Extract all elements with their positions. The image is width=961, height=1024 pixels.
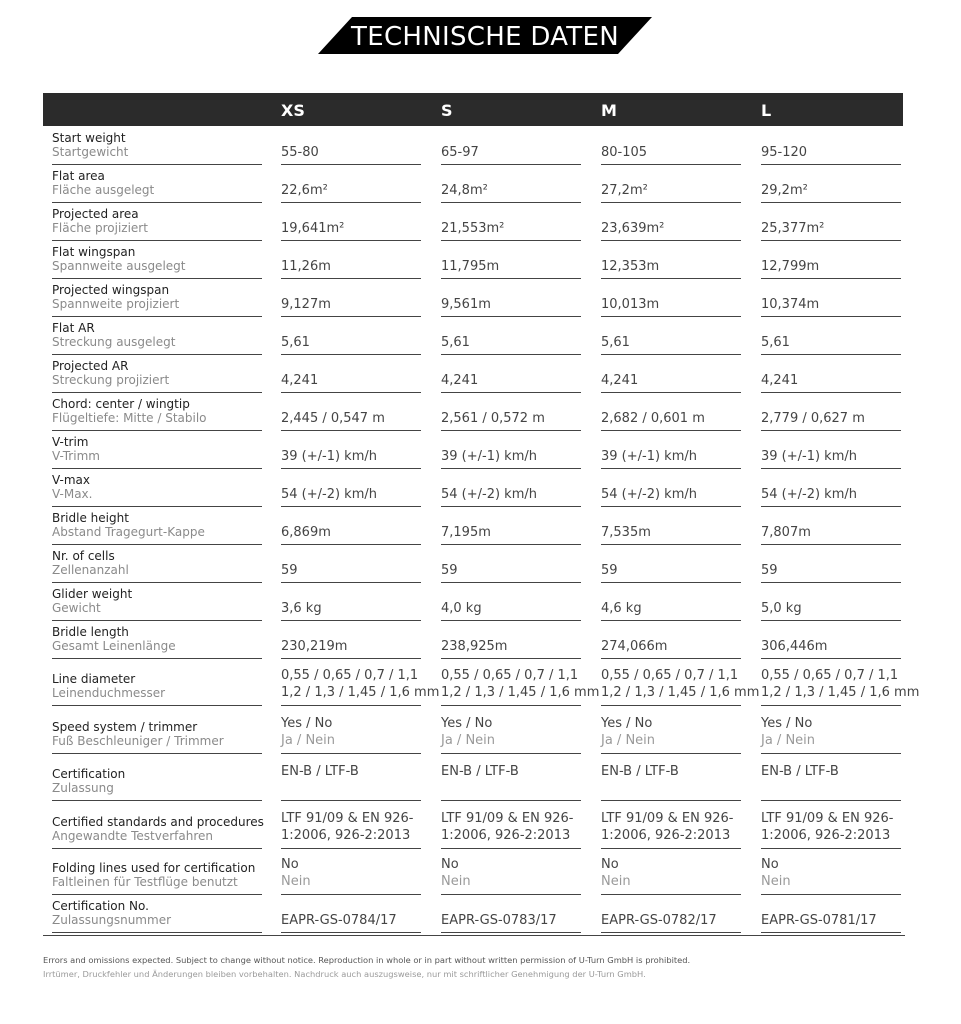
cell-m [601, 282, 741, 317]
cell-value-line1: LTF 91/09 & EN 926- [281, 811, 414, 826]
cell-s [441, 708, 581, 754]
cell-xs [281, 396, 421, 431]
row-label-en: Glider weight [52, 587, 133, 601]
cell-value: 19,641m² [281, 221, 345, 236]
cell-xs [281, 130, 421, 165]
row-label-de: Angewandte Testverfahren [52, 829, 213, 843]
cell-value-line2: 1,2 / 1,3 / 1,45 / 1,6 mm [281, 685, 440, 700]
cell-xs [281, 624, 421, 659]
cell-value: EAPR-GS-0782/17 [601, 913, 717, 928]
cell-value: 39 (+/-1) km/h [281, 449, 377, 464]
cell-s [441, 206, 581, 241]
cell-xs [281, 708, 421, 754]
cell-s [441, 282, 581, 317]
cell-l [761, 244, 901, 279]
cell-m [601, 662, 760, 706]
cell-xs [281, 548, 421, 583]
cell-value: EAPR-GS-0783/17 [441, 913, 557, 928]
cell-s [441, 624, 581, 659]
cell-value: 54 (+/-2) km/h [601, 487, 697, 502]
row-label-en: Certification [52, 767, 126, 781]
cell-m [601, 130, 741, 165]
cell-m [601, 358, 741, 393]
cell-l [761, 510, 901, 545]
cell-value: 10,374m [761, 297, 820, 312]
cell-m [601, 548, 741, 583]
row-label [52, 320, 262, 355]
cell-value-line1: No [281, 857, 299, 872]
table-row [43, 168, 903, 203]
row-label [52, 510, 262, 545]
row-label-de: Fläche projiziert [52, 221, 148, 235]
cell-value: 7,195m [441, 525, 491, 540]
row-label [52, 358, 262, 393]
cell-m [601, 850, 741, 895]
size-header [43, 93, 903, 126]
cell-value: 5,0 kg [761, 601, 802, 616]
cell-value-line1: 0,55 / 0,65 / 0,7 / 1,1 [441, 668, 579, 683]
cell-value-line1: LTF 91/09 & EN 926- [761, 811, 894, 826]
cell-xs [281, 358, 421, 393]
cell-xs [281, 282, 421, 317]
row-label-de: Gewicht [52, 601, 101, 615]
table-row [43, 130, 903, 165]
cell-value: 59 [761, 563, 778, 578]
cell-value: 4,241 [601, 373, 639, 388]
row-label [52, 434, 262, 469]
cell-value-line1: No [761, 857, 779, 872]
table-row [43, 850, 903, 895]
cell-m [601, 206, 741, 241]
row-label [52, 472, 262, 507]
table-row [43, 472, 903, 507]
cell-l [761, 662, 920, 706]
row-label [52, 548, 262, 583]
cell-value: 4,241 [441, 373, 479, 388]
cell-l [761, 358, 901, 393]
row-label [52, 244, 262, 279]
table-row [43, 358, 903, 393]
row-label-de: Spannweite ausgelegt [52, 259, 186, 273]
cell-m [601, 624, 741, 659]
cell-m [601, 803, 741, 849]
cell-value-line1: Yes / No [441, 716, 493, 731]
cell-value: 24,8m² [441, 183, 488, 198]
row-label [52, 168, 262, 203]
table-row [43, 206, 903, 241]
table-row [43, 244, 903, 279]
cell-l [761, 897, 901, 933]
cell-value: 12,353m [601, 259, 660, 274]
table-row [43, 662, 920, 706]
cell-value-line2: 1:2006, 926-2:2013 [281, 828, 411, 843]
cell-s [441, 320, 581, 355]
cell-value: EAPR-GS-0784/17 [281, 913, 397, 928]
size-header-xs: XS [281, 101, 305, 120]
row-label-en: Flat wingspan [52, 245, 136, 259]
cell-value: 2,779 / 0,627 m [761, 411, 865, 426]
row-label-de: Leinenduchmesser [52, 686, 166, 700]
cell-value-line1: LTF 91/09 & EN 926- [441, 811, 574, 826]
row-label-de: Abstand Tragegurt-Kappe [52, 525, 205, 539]
cell-value: 65-97 [441, 145, 479, 160]
footer-disclaimer-de: Irrtümer, Druckfehler und Änderungen bleiben vorbehalten. Nachdruck auch auszugsweise, nur mit schriftlicher Genehmigung der U-Turn GmbH. [43, 969, 646, 979]
cell-value-line1: Yes / No [761, 716, 813, 731]
cell-value: 22,6m² [281, 183, 328, 198]
cell-s [441, 130, 581, 165]
cell-value-line1: No [601, 857, 619, 872]
cell-xs [281, 510, 421, 545]
cell-value-line1: 0,55 / 0,65 / 0,7 / 1,1 [281, 668, 419, 683]
cell-value: 11,795m [441, 259, 500, 274]
row-label [52, 206, 262, 241]
cell-value-line1: Yes / No [601, 716, 653, 731]
cell-xs [281, 662, 440, 706]
row-label [52, 803, 262, 849]
size-header-m: M [601, 101, 617, 120]
cell-value: 59 [441, 563, 458, 578]
row-label-en: Flat area [52, 169, 105, 183]
table-row [43, 396, 903, 431]
row-label [52, 586, 262, 621]
row-label-en: Chord: center / wingtip [52, 397, 190, 411]
cell-value-line1: Yes / No [281, 716, 333, 731]
cell-s [441, 358, 581, 393]
row-label-en: Line diameter [52, 672, 136, 686]
cell-value-line2: Ja / Nein [441, 733, 496, 748]
cell-value-line2: 1:2006, 926-2:2013 [761, 828, 891, 843]
cell-value: 80-105 [601, 145, 648, 160]
cell-l [761, 396, 901, 431]
cell-value: 54 (+/-2) km/h [761, 487, 857, 502]
row-label-de: Streckung projiziert [52, 373, 170, 387]
cell-m [601, 244, 741, 279]
cell-value-line1: 0,55 / 0,65 / 0,7 / 1,1 [601, 668, 739, 683]
cell-value: 4,6 kg [601, 601, 642, 616]
cell-value: 39 (+/-1) km/h [761, 449, 857, 464]
cell-value-line2: 1:2006, 926-2:2013 [601, 828, 731, 843]
row-label-en: Bridle length [52, 625, 129, 639]
row-label-de: Streckung ausgelegt [52, 335, 176, 349]
row-label-en: Folding lines used for certification [52, 861, 256, 875]
cell-xs [281, 472, 421, 507]
cell-s [441, 586, 581, 621]
cell-value: 2,445 / 0,547 m [281, 411, 385, 426]
row-label [52, 662, 262, 706]
cell-value: 11,26m [281, 259, 331, 274]
cell-value: EN-B / LTF-B [601, 764, 679, 779]
row-label-en: Projected AR [52, 359, 129, 373]
cell-value-line2: 1,2 / 1,3 / 1,45 / 1,6 mm [441, 685, 600, 700]
cell-value: EN-B / LTF-B [281, 764, 359, 779]
cell-value-line2: Nein [601, 874, 631, 889]
row-label-en: Speed system / trimmer [52, 720, 198, 734]
row-label-en: Start weight [52, 131, 126, 145]
table-row [43, 803, 903, 849]
row-label-de: Zulassungsnummer [52, 913, 172, 927]
row-label-en: Nr. of cells [52, 549, 115, 563]
cell-value-line2: 1,2 / 1,3 / 1,45 / 1,6 mm [601, 685, 760, 700]
row-label-de: Fuß Beschleuniger / Trimmer [52, 734, 224, 748]
cell-value-line1: No [441, 857, 459, 872]
cell-value: 5,61 [441, 335, 470, 350]
cell-value: 5,61 [761, 335, 790, 350]
footer-disclaimer-en: Errors and omissions expected. Subject to change without notice. Reproduction in whole or in part without written permission of U-Turn GmbH is prohibited. [43, 955, 691, 965]
row-label-en: Certification No. [52, 899, 149, 913]
cell-value: 274,066m [601, 639, 668, 654]
cell-l [761, 320, 901, 355]
row-label [52, 756, 262, 801]
row-label [52, 396, 262, 431]
cell-value: 4,241 [281, 373, 319, 388]
cell-value: EN-B / LTF-B [441, 764, 519, 779]
cell-xs [281, 168, 421, 203]
cell-s [441, 756, 581, 801]
cell-value: 54 (+/-2) km/h [441, 487, 537, 502]
row-label-en: V-trim [52, 435, 89, 449]
cell-value-line2: Nein [281, 874, 311, 889]
size-header-s: S [441, 101, 453, 120]
cell-value: EAPR-GS-0781/17 [761, 913, 877, 928]
cell-s [441, 803, 581, 849]
cell-xs [281, 756, 421, 801]
cell-value: 230,219m [281, 639, 348, 654]
cell-s [441, 434, 581, 469]
cell-value: 39 (+/-1) km/h [441, 449, 537, 464]
table-row [43, 434, 903, 469]
cell-value-line1: 0,55 / 0,65 / 0,7 / 1,1 [761, 668, 899, 683]
row-label-de: Startgewicht [52, 145, 129, 159]
cell-l [761, 434, 901, 469]
cell-m [601, 472, 741, 507]
cell-xs [281, 897, 421, 933]
row-label-de: Zellenanzahl [52, 563, 129, 577]
cell-value: 6,869m [281, 525, 331, 540]
cell-value-line2: Ja / Nein [761, 733, 816, 748]
cell-l [761, 586, 901, 621]
cell-l [761, 168, 901, 203]
cell-value: 95-120 [761, 145, 808, 160]
cell-value: 5,61 [281, 335, 310, 350]
cell-value-line2: 1,2 / 1,3 / 1,45 / 1,6 mm [761, 685, 920, 700]
table-row [43, 708, 903, 754]
row-label-de: Gesamt Leinenlänge [52, 639, 176, 653]
row-label [52, 708, 262, 754]
cell-value-line2: Ja / Nein [281, 733, 336, 748]
cell-xs [281, 803, 421, 849]
row-label [52, 897, 262, 933]
row-label-en: Projected wingspan [52, 283, 170, 297]
cell-value: 59 [281, 563, 298, 578]
cell-xs [281, 434, 421, 469]
cell-m [601, 586, 741, 621]
row-label-de: V-Max. [52, 487, 93, 501]
cell-value-line2: Nein [761, 874, 791, 889]
cell-l [761, 756, 901, 801]
cell-value: 10,013m [601, 297, 660, 312]
cell-value: 7,535m [601, 525, 651, 540]
row-label-en: V-max [52, 473, 90, 487]
cell-m [601, 320, 741, 355]
table-row [43, 756, 903, 801]
cell-l [761, 548, 901, 583]
cell-l [761, 850, 901, 895]
cell-value: 238,925m [441, 639, 508, 654]
cell-value: 59 [601, 563, 618, 578]
table-row [43, 624, 903, 659]
cell-value: 39 (+/-1) km/h [601, 449, 697, 464]
cell-value: 5,61 [601, 335, 630, 350]
row-label-de: Zulassung [52, 781, 114, 795]
cell-s [441, 510, 581, 545]
cell-l [761, 708, 901, 754]
row-label-en: Projected area [52, 207, 139, 221]
row-label-en: Bridle height [52, 511, 129, 525]
row-label-de: Flügeltiefe: Mitte / Stabilo [52, 411, 207, 425]
cell-m [601, 396, 741, 431]
cell-value: 2,561 / 0,572 m [441, 411, 545, 426]
table-row [43, 320, 903, 355]
row-label [52, 282, 262, 317]
row-label-en: Flat AR [52, 321, 95, 335]
table-bottom-rule [43, 935, 905, 936]
cell-l [761, 282, 901, 317]
cell-m [601, 510, 741, 545]
title-banner [318, 17, 652, 54]
cell-s [441, 168, 581, 203]
cell-value-line2: Ja / Nein [601, 733, 656, 748]
cell-s [441, 396, 581, 431]
cell-value: 23,639m² [601, 221, 665, 236]
cell-value: 4,0 kg [441, 601, 482, 616]
cell-value: 12,799m [761, 259, 820, 274]
cell-m [601, 756, 741, 801]
cell-xs [281, 206, 421, 241]
cell-value-line2: Nein [441, 874, 471, 889]
cell-s [441, 244, 581, 279]
cell-s [441, 472, 581, 507]
cell-xs [281, 850, 421, 895]
cell-xs [281, 320, 421, 355]
table-row [43, 548, 903, 583]
cell-s [441, 548, 581, 583]
cell-value: 306,446m [761, 639, 828, 654]
cell-value: 21,553m² [441, 221, 505, 236]
cell-value: 4,241 [761, 373, 799, 388]
cell-l [761, 472, 901, 507]
cell-value-line2: 1:2006, 926-2:2013 [441, 828, 571, 843]
cell-l [761, 130, 901, 165]
row-label-de: Spannweite projiziert [52, 297, 180, 311]
cell-s [441, 850, 581, 895]
cell-s [441, 897, 581, 933]
cell-l [761, 624, 901, 659]
table-row [43, 510, 903, 545]
cell-xs [281, 586, 421, 621]
table-row [43, 897, 903, 933]
row-label-de: Fläche ausgelegt [52, 183, 155, 197]
cell-l [761, 206, 901, 241]
cell-value: 9,127m [281, 297, 331, 312]
cell-s [441, 662, 600, 706]
cell-value: 9,561m [441, 297, 491, 312]
cell-m [601, 434, 741, 469]
cell-m [601, 168, 741, 203]
row-label-en: Certified standards and procedures [52, 815, 264, 829]
cell-m [601, 708, 741, 754]
cell-value: 54 (+/-2) km/h [281, 487, 377, 502]
row-label-de: V-Trimm [52, 449, 100, 463]
table-row [43, 282, 903, 317]
cell-value: 2,682 / 0,601 m [601, 411, 705, 426]
size-header-l: L [761, 101, 772, 120]
row-label [52, 130, 262, 165]
cell-m [601, 897, 741, 933]
cell-value: 29,2m² [761, 183, 808, 198]
cell-value-line1: LTF 91/09 & EN 926- [601, 811, 734, 826]
row-label [52, 850, 262, 895]
cell-value: 55-80 [281, 145, 319, 160]
cell-value: 3,6 kg [281, 601, 322, 616]
cell-value: 7,807m [761, 525, 811, 540]
cell-value: 25,377m² [761, 221, 825, 236]
table-row [43, 586, 903, 621]
row-label [52, 624, 262, 659]
row-label-de: Faltleinen für Testflüge benutzt [52, 875, 238, 889]
cell-xs [281, 244, 421, 279]
page-title: TECHNISCHE DATEN [351, 22, 619, 52]
cell-value: 27,2m² [601, 183, 648, 198]
cell-l [761, 803, 901, 849]
cell-value: EN-B / LTF-B [761, 764, 839, 779]
